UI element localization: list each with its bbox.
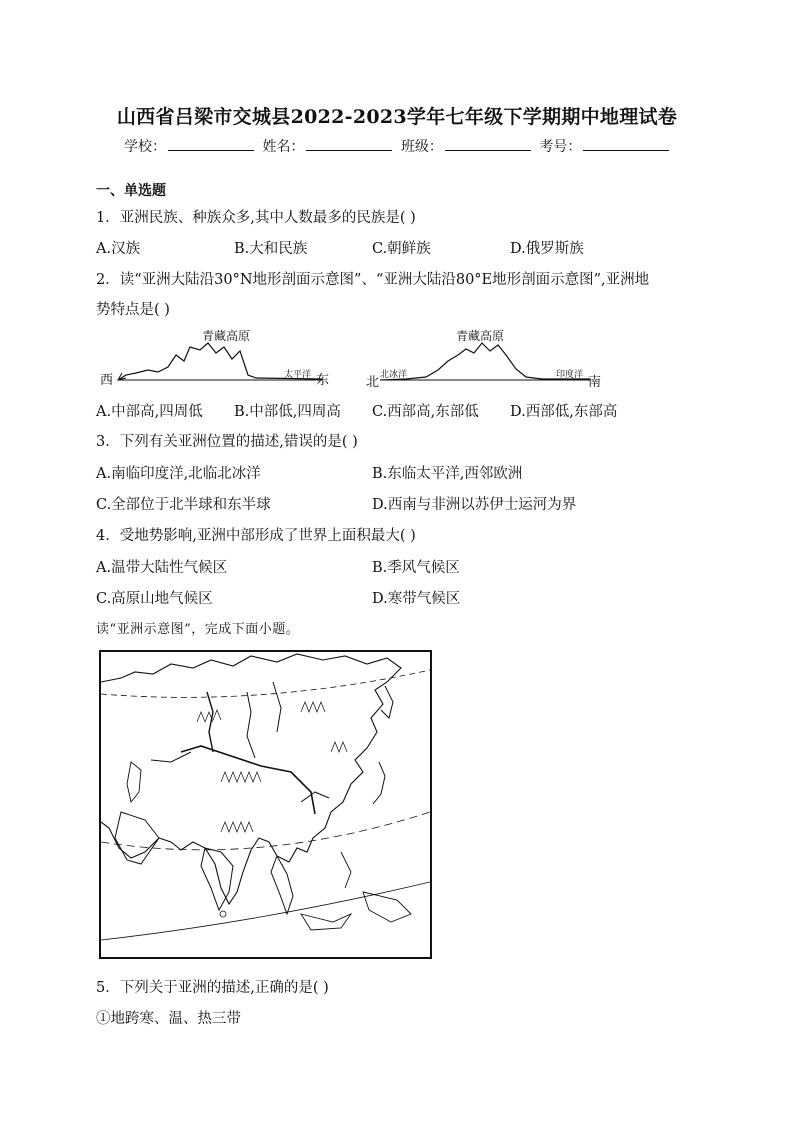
q1-option-d[interactable]: D.俄罗斯族 (510, 241, 584, 257)
name-blank[interactable] (306, 138, 392, 151)
profile-80e-arctic: 北冰洋 (380, 370, 408, 380)
school-blank[interactable] (168, 138, 254, 151)
q3-option-b[interactable]: B.东临太平洋,西邻欧洲 (372, 466, 523, 482)
profile-30n-peak-label: 青藏高原 (202, 329, 251, 343)
exam-number-label: 考号： (539, 139, 582, 155)
q2-option-d[interactable]: D.西部低,东部高 (510, 404, 618, 420)
question-3-stem: 3．下列有关亚洲位置的描述,错误的是( ) (96, 434, 358, 450)
q1-option-c[interactable]: C.朝鲜族 (372, 241, 431, 257)
profile-30n-west: 西 (100, 373, 114, 388)
profile-80e-south: 南 (588, 375, 602, 390)
asia-map-svg (101, 652, 430, 957)
q2-option-b[interactable]: B.中部低,四周高 (234, 404, 341, 420)
q4-option-d[interactable]: D.寒带气候区 (372, 591, 461, 607)
profile-30n-east: 东 (316, 373, 330, 388)
q4-option-c[interactable]: C.高原山地气候区 (96, 591, 213, 607)
class-blank[interactable] (445, 138, 531, 151)
profile-30n-ocean: 太平洋 (284, 370, 312, 380)
q1-option-a[interactable]: A.汉族 (96, 241, 141, 257)
question-2-stem-line2: 势特点是( ) (96, 302, 170, 318)
q2-option-c[interactable]: C.西部高,东部低 (372, 404, 479, 420)
class-label: 班级： (400, 139, 443, 155)
question-5-stem: 5．下列关于亚洲的描述,正确的是( ) (96, 980, 329, 996)
school-label: 学校： (124, 139, 166, 155)
profile-80e-peak-label: 青藏高原 (456, 329, 505, 343)
profile-80e-indian: 印度洋 (556, 370, 584, 380)
question-4-stem: 4．受地势影响,亚洲中部形成了世界上面积最大( ) (96, 528, 416, 544)
q4-option-a[interactable]: A.温带大陆性气候区 (96, 560, 228, 576)
student-info-line (124, 136, 673, 156)
q4-option-b[interactable]: B.季风气候区 (372, 560, 460, 576)
question-2-stem-line1: 2．读“亚洲大陆沿30°N地形剖面示意图”、“亚洲大陆沿80°E地形剖面示意图”,亚洲地 (96, 272, 650, 288)
q3-option-a[interactable]: A.南临印度洋,北临北冰洋 (96, 466, 261, 482)
q1-option-b[interactable]: B.大和民族 (234, 241, 308, 257)
exam-title: 山西省吕梁市交城县2022-2023学年七年级下学期期中地理试卷 (116, 106, 678, 128)
profile-80e-north: 北 (366, 375, 380, 390)
q2-option-a[interactable]: A.中部高,四周低 (96, 404, 203, 420)
q3-option-c[interactable]: C.全部位于北半球和东半球 (96, 497, 271, 513)
profile-80e (366, 325, 606, 390)
map-intro-text: 读“亚洲示意图”，完成下面小题。 (96, 622, 300, 637)
q5-item-1: ①地跨寒、温、热三带 (96, 1011, 241, 1027)
profile-30n (96, 325, 336, 387)
question-1-stem: 1．亚洲民族、种族众多,其中人数最多的民族是( ) (96, 210, 416, 226)
exam-number-blank[interactable] (583, 138, 669, 151)
asia-map (99, 650, 432, 959)
name-label: 姓名： (262, 139, 305, 155)
q3-option-d[interactable]: D.西南与非洲以苏伊士运河为界 (372, 497, 577, 513)
section-heading: 一、单选题 (96, 183, 166, 199)
